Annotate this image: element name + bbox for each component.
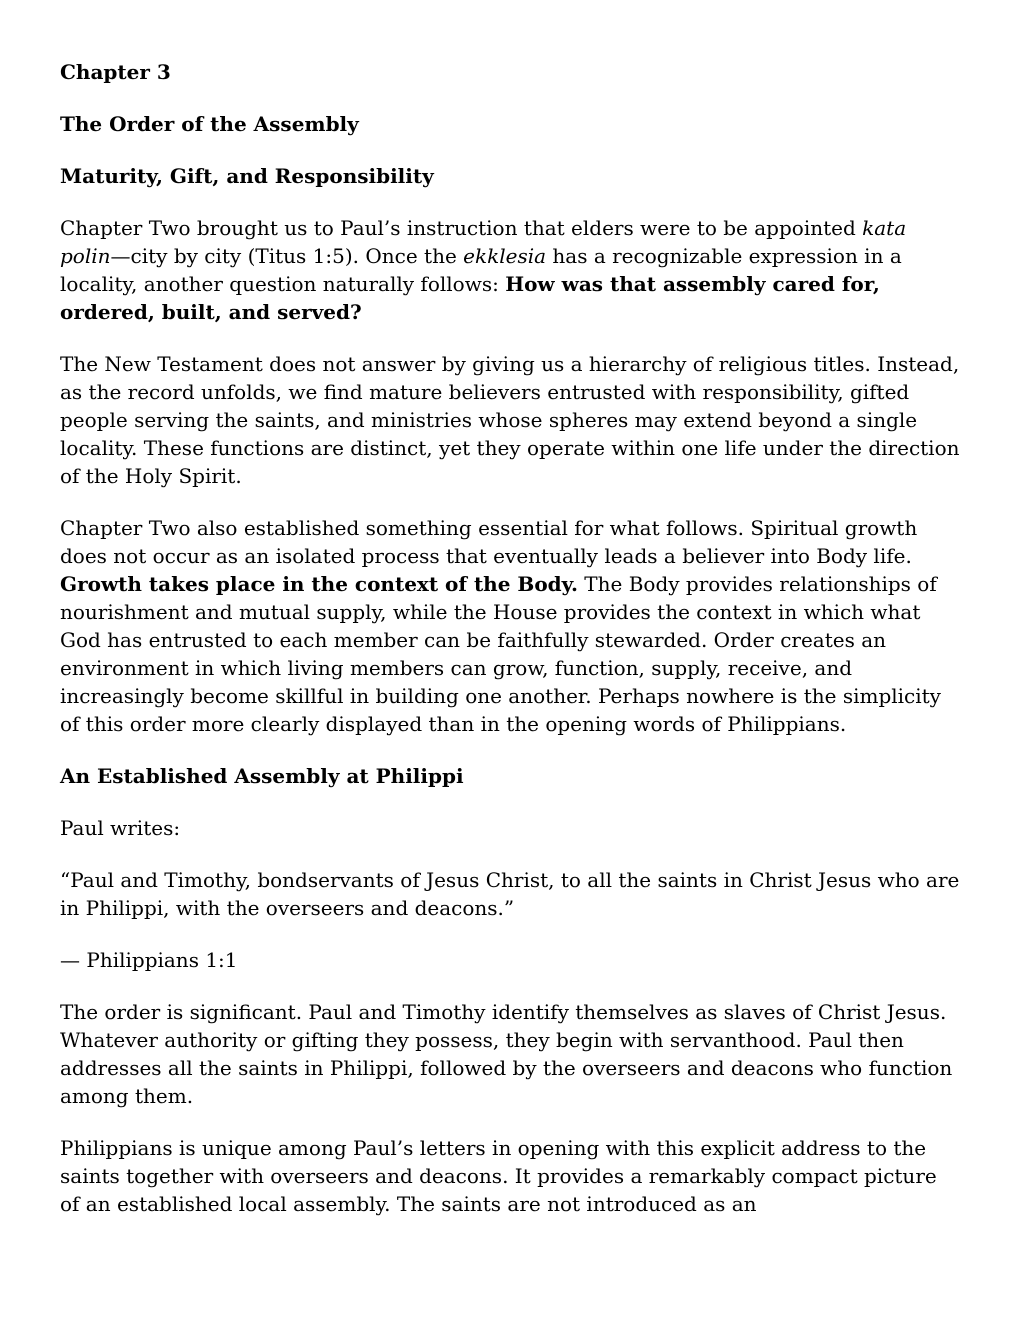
paragraph-1	[60, 214, 960, 326]
document-page	[60, 58, 960, 1242]
paragraph-1-bold-question: How was that assembly cared for, ordered, built, and served?	[60, 272, 880, 324]
paragraph-1-text-b: —city by city (Titus 1:5). Once the	[110, 244, 464, 268]
paragraph-1-text-a: Chapter Two brought us to Paul’s instruction that elders were to be appointed	[60, 216, 863, 240]
paragraph-4: Paul writes:	[60, 816, 181, 840]
chapter-label: Chapter 3	[60, 60, 171, 84]
paragraph-1-text-c: has a recognizable expression in a locality, another question naturally follows:	[60, 244, 902, 296]
chapter-title: The Order of the Assembly	[60, 112, 359, 136]
paragraph-3	[60, 514, 960, 738]
scripture-quote: “Paul and Timothy, bondservants of Jesus Christ, to all the saints in Christ Jesus who are in Philippi, with the overseers and deacons.”	[60, 868, 960, 920]
ekklesia-term: ekklesia	[463, 244, 547, 268]
paragraph-5: The order is significant. Paul and Timothy identify themselves as slaves of Christ Jesus. Whatever authority or gifting they possess, they begin with servanthood. Paul then addresses all the saints in Philippi, followed by the overseers and deacons who function among them.	[60, 1000, 953, 1108]
paragraph-2: The New Testament does not answer by giving us a hierarchy of religious titles. Instead, as the record unfolds, we find mature believers entrusted with responsibility, gifted people serving the saints, and ministries whose spheres may extend beyond a single locality. These functions are distinct, yet they operate within one life under the direction of the Holy Spirit.	[60, 352, 960, 488]
kata-polin-term: kata polin	[60, 216, 907, 268]
paragraph-6: Philippians is unique among Paul’s letters in opening with this explicit address to the saints together with overseers and deacons. It provides a remarkably compact picture of an established local assembly. The saints are not introduced as an	[60, 1136, 937, 1216]
section-heading-philippi: An Established Assembly at Philippi	[60, 764, 464, 788]
paragraph-3-bold-statement: Growth takes place in the context of the Body.	[60, 572, 578, 596]
paragraph-3-text-b: The Body provides relationships of nourishment and mutual supply, while the House provides the context in which what God has entrusted to each member can be faithfully stewarded. Order creates an environment in which living members can grow, function, supply, receive, and increasingly become skillful in building one another. Perhaps nowhere is the simplicity of this order more clearly displayed than in the opening words of Philippians.	[60, 572, 941, 736]
paragraph-3-text-a: Chapter Two also established something essential for what follows. Spiritual growth does not occur as an isolated process that eventually leads a believer into Body life.	[60, 516, 918, 568]
section-heading-maturity: Maturity, Gift, and Responsibility	[60, 164, 434, 188]
scripture-citation: — Philippians 1:1	[60, 948, 238, 972]
